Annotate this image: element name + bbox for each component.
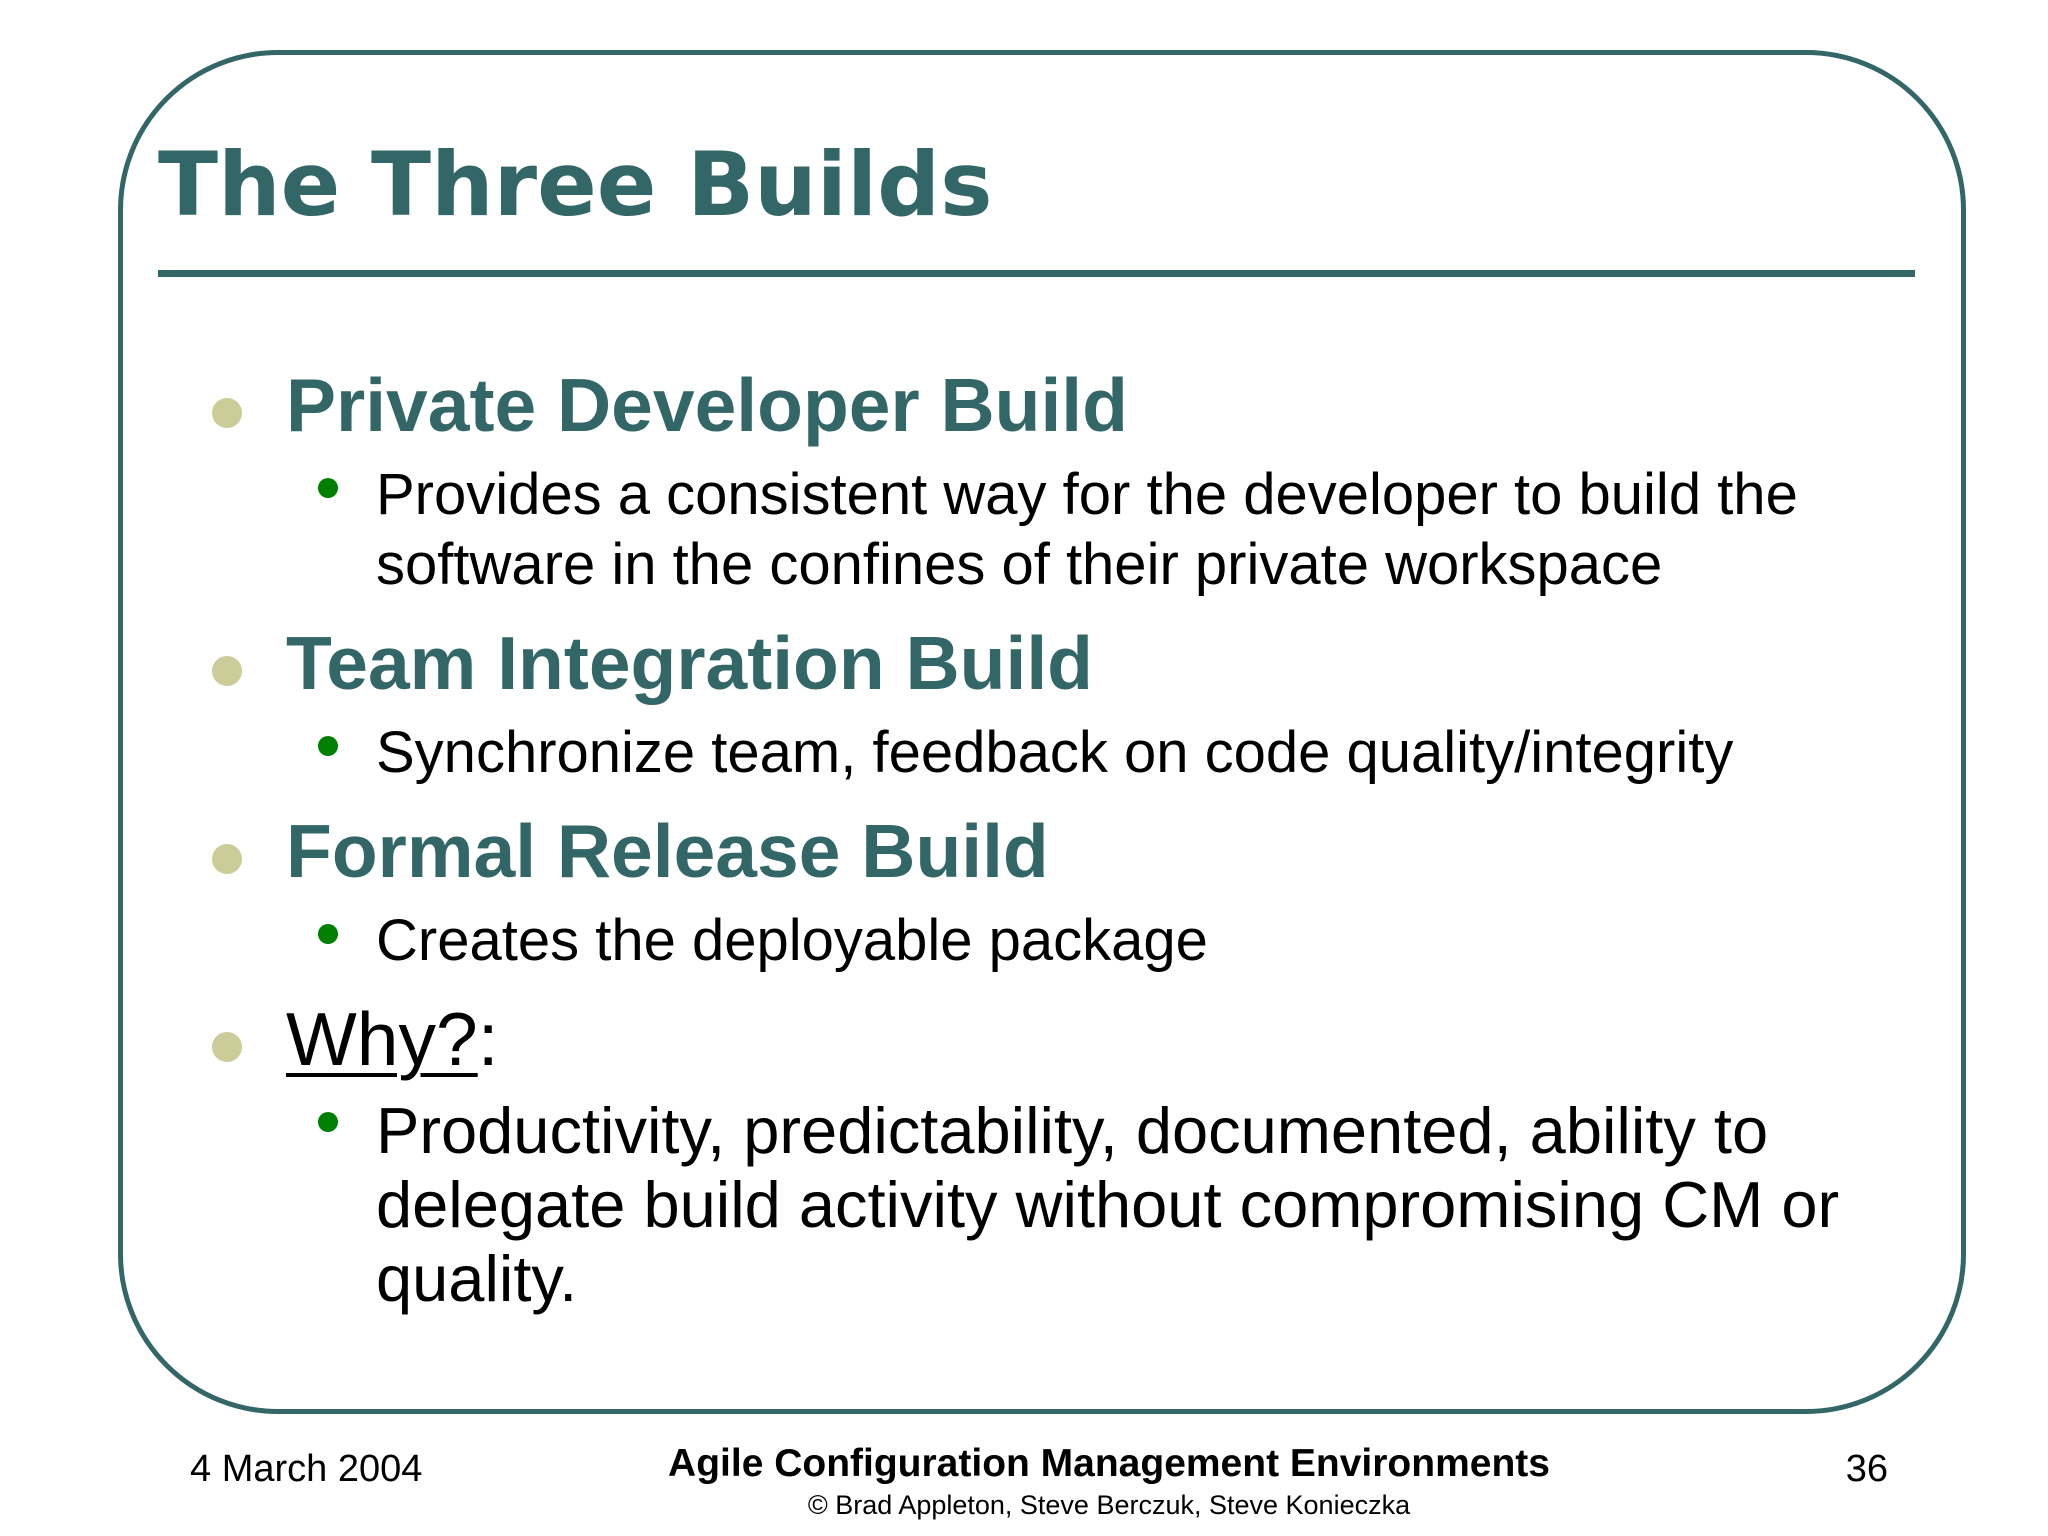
bullet-heading-text: Team Integration Build xyxy=(286,621,1093,705)
bullet-item xyxy=(208,360,1928,600)
sub-bullet xyxy=(208,906,1928,976)
sub-bullet xyxy=(208,1094,1928,1316)
sub-bullet xyxy=(208,460,1928,600)
why-suffix: : xyxy=(477,997,499,1081)
why-link[interactable]: Why? xyxy=(286,997,478,1081)
bullet-dot-icon xyxy=(212,656,242,686)
bullet-heading xyxy=(208,806,1928,896)
slide-title: The Three Builds xyxy=(158,133,993,236)
sub-bullet-text: Productivity, predictability, documented, ability to delegate build activity without compromising CM or quality. xyxy=(376,1094,1840,1315)
sub-bullet-dot-icon xyxy=(318,478,338,498)
sub-bullet-dot-icon xyxy=(318,1112,338,1132)
bullet-heading-text: Private Developer Build xyxy=(286,363,1128,447)
bullet-dot-icon xyxy=(212,398,242,428)
page-number: 36 xyxy=(1845,1448,1888,1490)
title-underline xyxy=(158,270,1915,277)
bullet-heading xyxy=(208,994,1928,1084)
sub-bullet xyxy=(208,718,1928,788)
sub-bullet-text: Synchronize team, feedback on code quality/integrity xyxy=(376,720,1734,785)
sub-bullet-text: Creates the deployable package xyxy=(376,908,1208,973)
sub-bullet-dot-icon xyxy=(318,924,338,944)
footer-title: Agile Configuration Management Environments xyxy=(668,1442,1550,1485)
bullet-item xyxy=(208,618,1928,788)
bullet-heading xyxy=(208,618,1928,708)
footer-date: 4 March 2004 xyxy=(190,1448,423,1490)
bullet-item xyxy=(208,994,1928,1316)
footer-copyright: © Brad Appleton, Steve Berczuk, Steve Konieczka xyxy=(807,1490,1411,1520)
sub-bullet-dot-icon xyxy=(318,736,338,756)
bullet-heading xyxy=(208,360,1928,450)
bullet-dot-icon xyxy=(212,1032,242,1062)
bullet-item xyxy=(208,806,1928,976)
bullet-dot-icon xyxy=(212,844,242,874)
bullet-list xyxy=(208,360,1928,1334)
bullet-heading-text: Formal Release Build xyxy=(286,809,1049,893)
sub-bullet-text: Provides a consistent way for the developer to build the software in the confines of their private workspace xyxy=(376,462,1798,597)
